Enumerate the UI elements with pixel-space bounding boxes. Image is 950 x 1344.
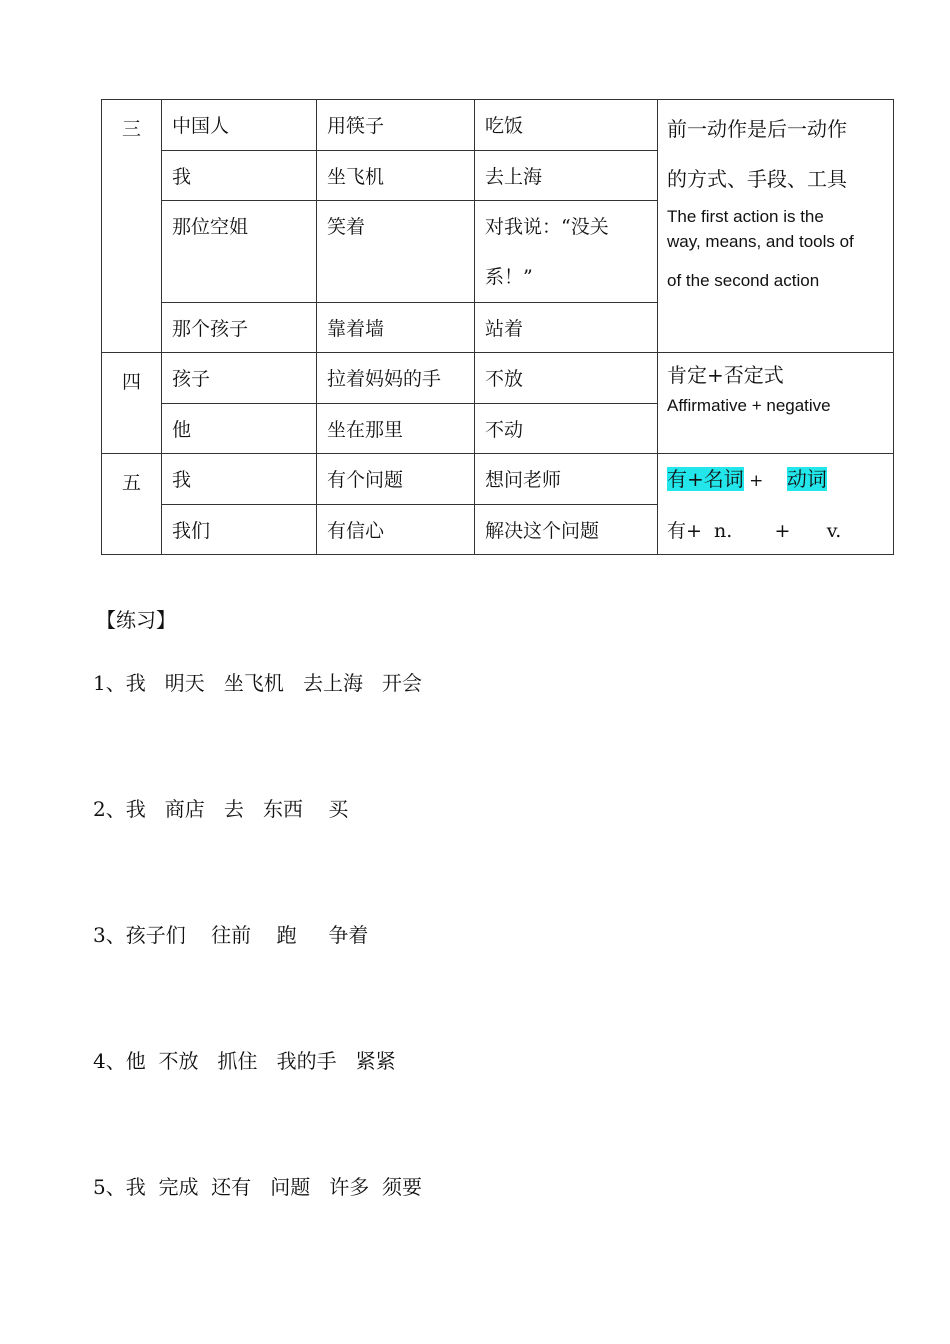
subject-cell: 那个孩子 xyxy=(162,303,317,353)
explanation-cell xyxy=(658,353,894,454)
verb1-cell: 坐在那里 xyxy=(317,404,475,454)
explanation-en: way, means, and tools of xyxy=(667,232,854,251)
formula-verb: 动词 xyxy=(786,467,827,491)
verb2-cell: 不放 xyxy=(475,353,658,404)
verb1-cell: 笑着 xyxy=(317,201,475,303)
group-number: 五 xyxy=(102,454,162,555)
verb1-cell: 靠着墙 xyxy=(317,303,475,353)
verb1-cell: 有信心 xyxy=(317,505,475,555)
explanation-cell xyxy=(658,100,894,353)
verb2-cell xyxy=(475,201,658,303)
group-number: 三 xyxy=(102,100,162,353)
exercise-title: 【练习】 xyxy=(96,608,176,632)
table-row xyxy=(102,100,894,151)
verb2-cell: 去上海 xyxy=(475,151,658,201)
verb2-text: 对我说：“没关系！” xyxy=(485,216,609,288)
group-number: 四 xyxy=(102,353,162,454)
verb1-cell: 有个问题 xyxy=(317,454,475,505)
explanation-zh: 的方式、手段、工具 xyxy=(667,167,847,191)
formula-line xyxy=(667,466,885,494)
formula-noun: +名词 xyxy=(687,467,744,491)
verb2-cell: 站着 xyxy=(475,303,658,353)
subject-cell: 孩子 xyxy=(162,353,317,404)
formula-plus: + xyxy=(743,471,769,491)
exercise-item: 4、他 不放 抓住 我的手 紧紧 xyxy=(93,1049,396,1073)
explanation-zh: 肯定+否定式 xyxy=(667,363,784,387)
verb1-cell: 拉着妈妈的手 xyxy=(317,353,475,404)
exercise-item: 5、我 完成 还有 问题 许多 须要 xyxy=(93,1175,423,1199)
explanation-en: of the second action xyxy=(667,271,820,290)
grammar-table xyxy=(101,99,894,555)
subject-cell: 我 xyxy=(162,454,317,505)
explanation-cell xyxy=(658,454,894,555)
verb2-cell: 解决这个问题 xyxy=(475,505,658,555)
subject-cell: 我们 xyxy=(162,505,317,555)
exercise-item: 1、我 明天 坐飞机 去上海 开会 xyxy=(93,671,423,695)
verb2-cell: 吃饭 xyxy=(475,100,658,151)
explanation-en: The first action is the xyxy=(667,207,824,226)
subject-cell: 他 xyxy=(162,404,317,454)
subject-cell: 那位空姐 xyxy=(162,201,317,303)
table-row xyxy=(102,353,894,404)
verb1-cell: 用筷子 xyxy=(317,100,475,151)
verb2-cell: 不动 xyxy=(475,404,658,454)
verb2-cell: 想问老师 xyxy=(475,454,658,505)
subject-cell: 我 xyxy=(162,151,317,201)
formula-line-en: 有+ n. + v. xyxy=(667,520,842,542)
explanation-zh: 前一动作是后一动作 xyxy=(667,117,847,141)
exercise-item: 2、我 商店 去 东西 买 xyxy=(93,797,349,821)
verb1-cell: 坐飞机 xyxy=(317,151,475,201)
table-row xyxy=(102,454,894,505)
explanation-en: Affirmative + negative xyxy=(667,396,831,415)
exercise-item: 3、孩子们 往前 跑 争着 xyxy=(93,923,369,947)
subject-cell: 中国人 xyxy=(162,100,317,151)
formula-you: 有 xyxy=(667,467,687,491)
